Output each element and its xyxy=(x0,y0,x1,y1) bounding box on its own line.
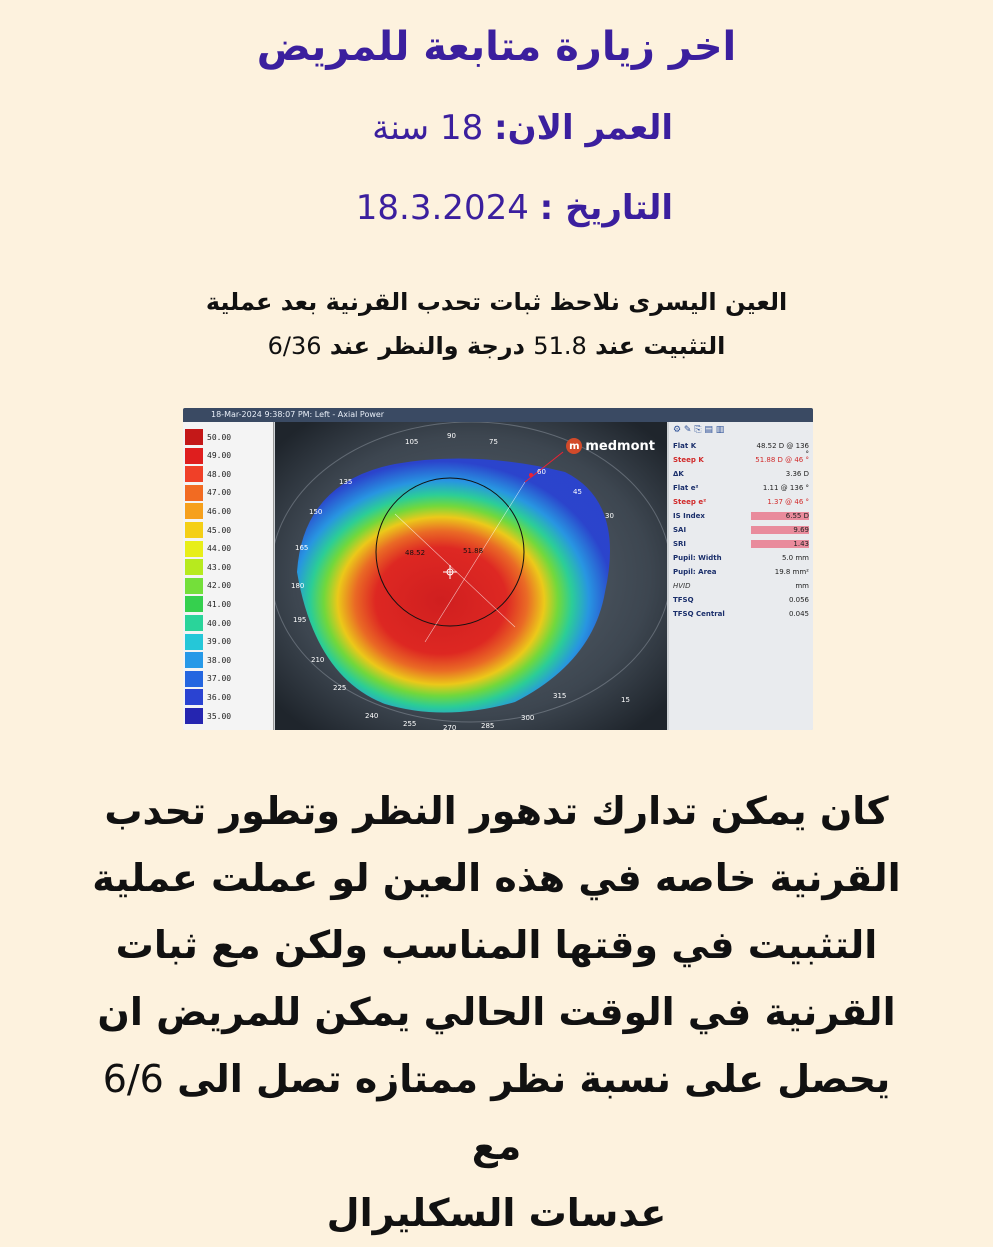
map-degree-label: 165 xyxy=(295,544,309,552)
map-degree-label: 180 xyxy=(291,582,305,590)
panel-row xyxy=(673,498,809,510)
map-degree-label: 150 xyxy=(309,508,323,516)
map-degree-label: 45 xyxy=(573,488,582,496)
map-degree-label: 300 xyxy=(521,714,535,722)
panel-row-key: Pupil: Width xyxy=(673,554,722,562)
panel-row-key: Flat e² xyxy=(673,484,699,492)
panel-row xyxy=(673,484,809,496)
scale-row xyxy=(185,558,271,576)
scale-swatch xyxy=(185,689,203,705)
scale-swatch xyxy=(185,634,203,650)
map-degree-label: 285 xyxy=(481,722,495,730)
map-degree-label: 60 xyxy=(537,468,546,476)
panel-row xyxy=(673,568,809,580)
scale-row xyxy=(185,428,271,446)
map-degree-label: 270 xyxy=(443,724,457,730)
scale-label: 46.00 xyxy=(207,506,232,516)
medmont-logo-text: medmont xyxy=(585,438,655,454)
panel-row-value: 19.8 mm² xyxy=(774,568,809,576)
scale-label: 41.00 xyxy=(207,599,232,609)
scale-label: 49.00 xyxy=(207,451,232,461)
panel-row-key: ΔK xyxy=(673,470,684,478)
panel-row-value: 9.69 xyxy=(751,526,809,534)
panel-row-value: 48.52 D @ 136 ° xyxy=(756,442,809,458)
panel-row xyxy=(673,512,809,524)
age-line xyxy=(372,108,673,148)
main-line-1: كان يمكن تدارك تدهور النظر وتطور تحدب xyxy=(104,789,889,833)
scale-swatch xyxy=(185,652,203,668)
page-title: اخر زيارة متابعة للمريض xyxy=(256,24,737,70)
scale-row xyxy=(185,577,271,595)
panel-row-key: Flat K xyxy=(673,442,697,450)
panel-tools-icons: ⚙ ✎ ⎘ ▤ ▥ xyxy=(673,425,725,435)
main-line-5-pre: يحصل على نسبة نظر ممتازه تصل الى xyxy=(163,1057,891,1101)
scale-label: 37.00 xyxy=(207,674,232,684)
panel-row-value: 51.88 D @ 46 ° xyxy=(755,456,809,464)
scale-label: 42.00 xyxy=(207,581,232,591)
panel-row-value: 5.0 mm xyxy=(782,554,809,562)
map-degree-label: 15 xyxy=(621,696,630,704)
scale-swatch xyxy=(185,522,203,538)
scale-row xyxy=(185,670,271,688)
scale-row xyxy=(185,688,271,706)
flat-k-marker: 48.52 xyxy=(405,549,426,557)
main-line-4: القرنية في الوقت الحالي يمكن للمريض ان xyxy=(97,990,896,1034)
panel-row xyxy=(673,540,809,552)
scale-row xyxy=(185,502,271,520)
scale-swatch xyxy=(185,708,203,724)
map-degree-label: 315 xyxy=(553,692,567,700)
main-paragraph xyxy=(80,778,913,1247)
panel-row xyxy=(673,582,809,594)
main-line-5 xyxy=(80,1046,913,1180)
scale-label: 38.00 xyxy=(207,655,232,665)
main-vision-value: 6/6 xyxy=(102,1057,164,1101)
scale-label: 35.00 xyxy=(207,711,232,721)
scale-label: 44.00 xyxy=(207,544,232,554)
scale-row xyxy=(185,484,271,502)
steep-k-marker: 51.88 xyxy=(463,547,484,555)
scale-row xyxy=(185,651,271,669)
scale-label: 50.00 xyxy=(207,432,232,442)
scale-label: 48.00 xyxy=(207,469,232,479)
panel-row-value: 1.11 @ 136 ° xyxy=(762,484,809,492)
note-vision-value: 6/36 xyxy=(267,332,322,360)
map-degree-label: 75 xyxy=(489,438,498,446)
scale-row xyxy=(185,614,271,632)
panel-row-key: IS Index xyxy=(673,512,705,520)
panel-row-value: 0.045 xyxy=(788,610,809,618)
scale-row xyxy=(185,633,271,651)
scale-row xyxy=(185,595,271,613)
left-eye-note xyxy=(120,280,873,368)
medmont-logo xyxy=(566,438,655,454)
scale-swatch xyxy=(185,671,203,687)
panel-row-value: 0.056 xyxy=(788,596,809,604)
topography-map xyxy=(275,422,667,730)
scale-row xyxy=(185,540,271,558)
age-label: العمر الان: xyxy=(494,108,673,148)
scale-swatch xyxy=(185,615,203,631)
scale-label: 47.00 xyxy=(207,488,232,498)
panel-row-value: mm xyxy=(795,582,809,590)
note-line-1: العين اليسرى نلاحظ ثبات تحدب القرنية بعد عملية xyxy=(205,288,788,316)
scale-label: 45.00 xyxy=(207,525,232,535)
panel-row xyxy=(673,596,809,608)
scale-label: 43.00 xyxy=(207,562,232,572)
corneal-topography-image xyxy=(183,408,813,730)
map-degree-label: 90 xyxy=(447,432,456,440)
main-line-6: عدسات السكليرال xyxy=(326,1191,667,1235)
scale-swatch xyxy=(185,541,203,557)
date-label: التاريخ : xyxy=(539,188,673,228)
map-degree-label: 225 xyxy=(333,684,347,692)
main-line-2: القرنية خاصه في هذه العين لو عملت عملية xyxy=(92,856,901,900)
panel-row xyxy=(673,470,809,482)
scale-swatch xyxy=(185,596,203,612)
panel-row-key: TFSQ Central xyxy=(673,610,725,618)
scale-swatch xyxy=(185,429,203,445)
panel-row-key: Steep K xyxy=(673,456,704,464)
panel-row xyxy=(673,526,809,538)
medmont-logo-icon: m xyxy=(566,438,582,454)
panel-row-key: SAI xyxy=(673,526,687,534)
map-degree-label: 255 xyxy=(403,720,417,728)
scale-swatch xyxy=(185,485,203,501)
map-degree-label: 240 xyxy=(365,712,379,720)
topography-indices-panel xyxy=(669,422,813,730)
panel-row-value: 1.43 xyxy=(751,540,809,548)
topography-map-svg xyxy=(275,422,667,730)
main-line-5-post: مع xyxy=(471,1124,522,1168)
date-line xyxy=(356,188,673,228)
scale-swatch xyxy=(185,503,203,519)
scale-row xyxy=(185,521,271,539)
scale-swatch xyxy=(185,559,203,575)
panel-row-key: HVID xyxy=(673,582,691,590)
panel-row-value: 3.36 D xyxy=(785,470,809,478)
panel-row xyxy=(673,610,809,622)
note-k-value: 51.8 xyxy=(533,332,587,360)
panel-row-value: 1.37 @ 46 ° xyxy=(767,498,809,506)
scale-swatch xyxy=(185,466,203,482)
scale-row xyxy=(185,447,271,465)
age-value: 18 سنة xyxy=(372,108,484,148)
panel-row-key: Steep e² xyxy=(673,498,707,506)
panel-row xyxy=(673,554,809,566)
note-line-2-mid: درجة والنظر عند xyxy=(321,332,534,360)
date-value: 18.3.2024 xyxy=(355,188,529,228)
scale-swatch xyxy=(185,578,203,594)
topography-title-bar: 18-Mar-2024 9:38:07 PM: Left - Axial Power xyxy=(183,408,813,422)
map-degree-label: 30 xyxy=(605,512,614,520)
note-line-2-pre: التثبيت عند xyxy=(586,332,726,360)
main-line-3: التثبيت في وقتها المناسب ولكن مع ثبات xyxy=(115,923,878,967)
scale-label: 39.00 xyxy=(207,637,232,647)
panel-row-key: SRI xyxy=(673,540,687,548)
scale-swatch xyxy=(185,448,203,464)
panel-row-key: TFSQ xyxy=(673,596,694,604)
map-degree-label: 105 xyxy=(405,438,419,446)
panel-row xyxy=(673,456,809,468)
panel-row-key: Pupil: Area xyxy=(673,568,717,576)
map-degree-label: 135 xyxy=(339,478,353,486)
scale-label: 40.00 xyxy=(207,618,232,628)
color-scale xyxy=(183,422,274,730)
map-degree-label: 210 xyxy=(311,656,325,664)
scale-row xyxy=(185,707,271,725)
scale-label: 36.00 xyxy=(207,692,232,702)
panel-row xyxy=(673,442,809,458)
panel-row-value: 6.55 D xyxy=(751,512,809,520)
scale-row xyxy=(185,465,271,483)
map-degree-label: 195 xyxy=(293,616,307,624)
